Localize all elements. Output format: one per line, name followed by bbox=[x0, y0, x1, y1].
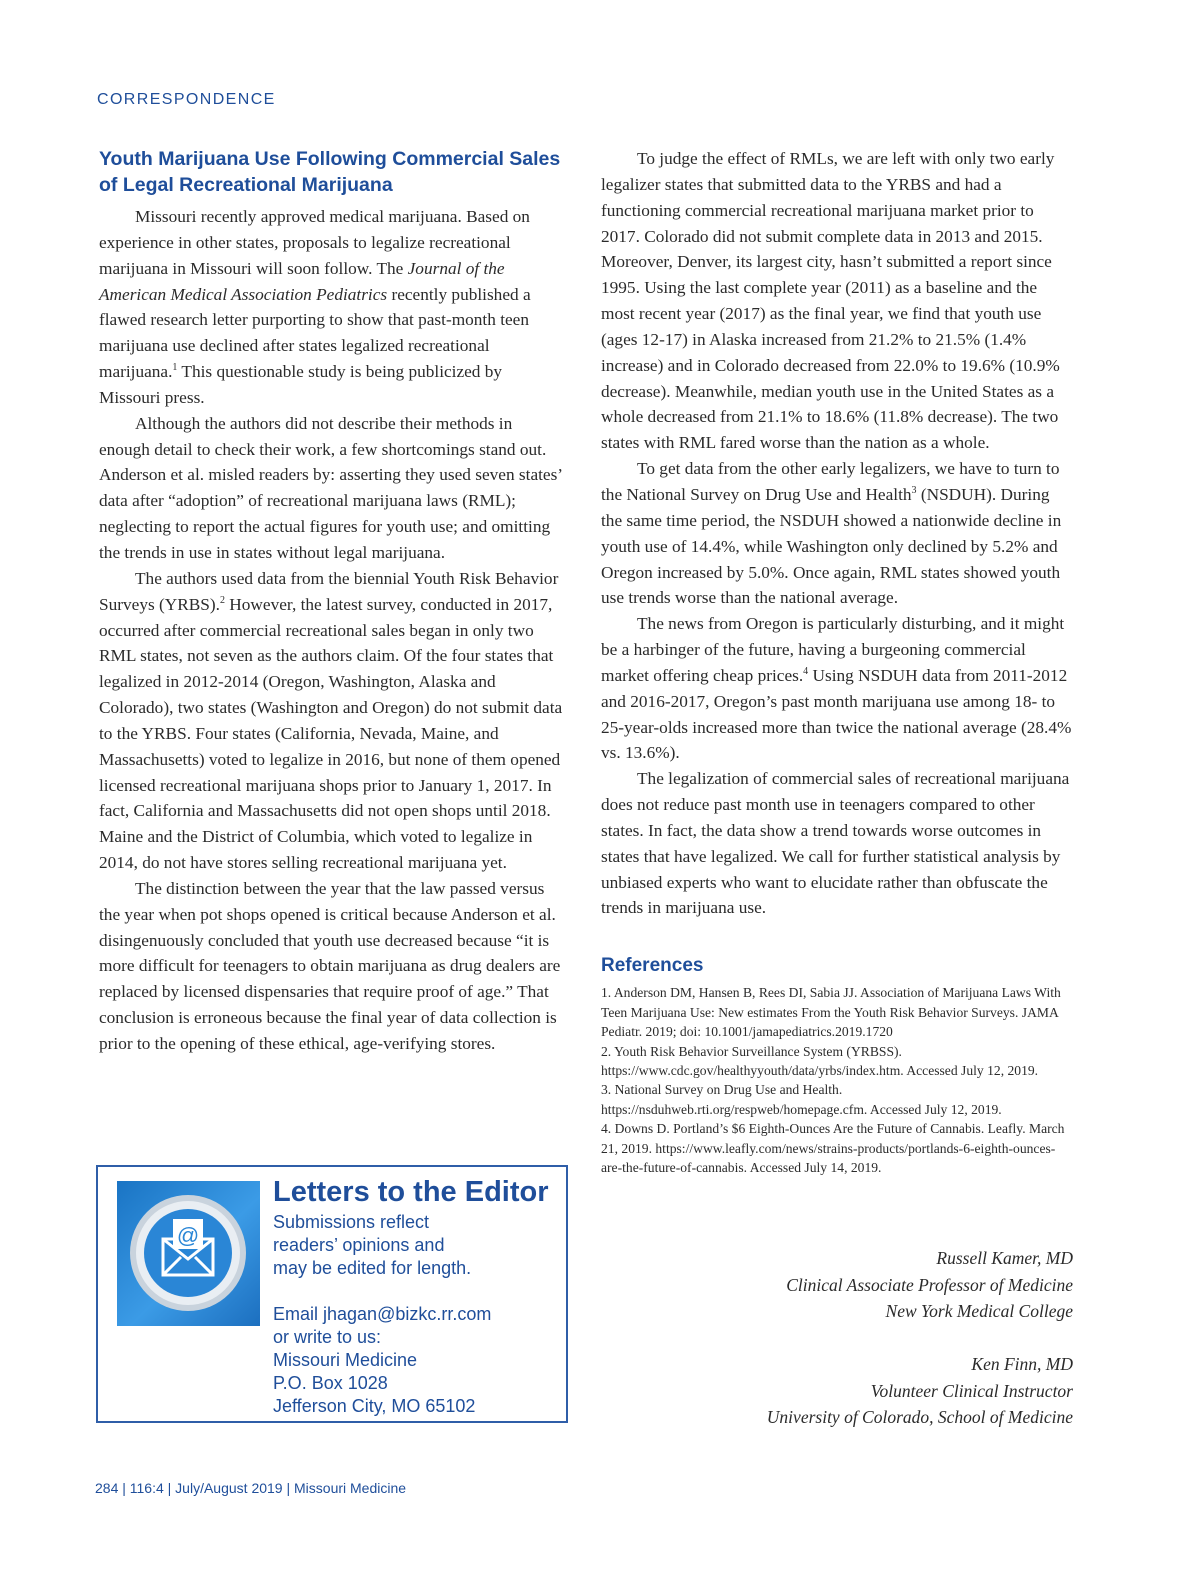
section-label: CORRESPONDENCE bbox=[97, 91, 276, 108]
references-heading: References bbox=[601, 955, 704, 977]
left-column bbox=[99, 146, 567, 1057]
paragraph-2: Although the authors did not describe their methods in enough detail to check their work, a few shortcomings stand out. Anderson et al. misled readers by: asserting they used seven states’ data after “adoption” of recreational marijuana laws (RML); neglecting to report the actual figures for youth use; and omitting the trends in use in states without legal marijuana. bbox=[99, 413, 562, 562]
reference-item: 3. National Survey on Drug Use and Health. https://nsduhweb.rti.org/respweb/homepage.cfm. Accessed July 12, 2019. bbox=[601, 1082, 1002, 1117]
article-title-line2: of Legal Recreational Marijuana bbox=[99, 174, 393, 196]
letters-title: Letters to the Editor bbox=[273, 1176, 549, 1208]
right-column bbox=[601, 146, 1073, 1177]
reference-item: 1. Anderson DM, Hansen B, Rees DI, Sabia JJ. Association of Marijuana Laws With Teen Marijuana Use: New estimates From the Youth Risk Behavior Surveys. JAMA Pediatr. 2019; doi: 10.1001/jamapediatrics.2019.1720 bbox=[601, 985, 1061, 1040]
signature-name: Russell Kamer, MD bbox=[936, 1248, 1073, 1268]
signature-2 bbox=[767, 1351, 1073, 1431]
paragraph-3: The authors used data from the biennial Youth Risk Behavior Surveys (YRBS).$^2$ However, the latest survey, conducted in 2017, occurred after commercial recreational sales began in only two RML states, not seven as the authors claim. Of the four states that legalized in 2012-2014 (Oregon, Washington, Alaska and Colorado), two states (Washington and Oregon) do not submit data to the YRBS. Four states (California, Nevada, Maine, and Massachusetts) voted to legalize in 2016, but none of them opened licensed recreational marijuana shops prior to January 1, 2017. In fact, California and Massachusetts did not open shops until 2018. Maine and the District of Columbia, which voted to legalize in 2014, do not have stores selling recreational marijuana yet. bbox=[99, 568, 563, 873]
letters-address: Missouri Medicine bbox=[273, 1350, 418, 1370]
article-title-line1: Youth Marijuana Use Following Commercial Sales bbox=[99, 148, 561, 170]
email-envelope-icon bbox=[117, 1181, 260, 1326]
signature-institution: University of Colorado, School of Medicine bbox=[766, 1407, 1073, 1427]
letters-to-editor-box bbox=[96, 1165, 568, 1423]
citation-3: 3 bbox=[911, 485, 917, 497]
paragraph-8: The legalization of commercial sales of recreational marijuana does not reduce past month use in teenagers compared to other states. In fact, the data show a trend towards worse outcomes in states that have legalized. We call for further statistical analysis by unbiased experts who want to elucidate rather than obfuscate the trends in marijuana use. bbox=[601, 769, 1070, 918]
letters-line: or write to us: bbox=[273, 1327, 382, 1347]
references-list bbox=[601, 983, 1073, 1177]
paragraph-1: Missouri recently approved medical marijuana. Based on experience in other states, proposals to legalize recreational marijuana in Missouri will soon follow. The Journal of the American Medical Association Pediatrics recently published a flawed research letter purporting to show that past-month teen marijuana use declined after states legalized recreational marijuana.$^1$ This questionable study is being publicized by Missouri press. bbox=[99, 207, 531, 407]
signature-title: Clinical Associate Professor of Medicine bbox=[786, 1274, 1073, 1295]
signature-name: Ken Finn, MD bbox=[971, 1354, 1073, 1374]
letters-line: may be edited for length. bbox=[273, 1258, 472, 1278]
letters-email: Email jhagan@bizkc.rr.com bbox=[273, 1304, 492, 1324]
citation-2: 2 bbox=[219, 594, 225, 606]
paragraph-5: To judge the effect of RMLs, we are left with only two early legalizer states that submitted data to the YRBS and had a functioning commercial recreational marijuana market prior to 2017. Colorado did not submit complete data in 2013 and 2015. Moreover, Denver, its largest city, hasn’t submitted a report since 1995. Using the last complete year (2011) as a baseline and the most recent year (2017) as the final year, we find that youth use (ages 12-17) in Alaska increased from 21.2% to 21.5% (1.4% increase) and in Colorado decreased from 22.0% to 19.6% (10.9% decrease). Meanwhile, median youth use in the United States as a whole decreased from 21.1% to 18.6% (11.8% decrease). The two states with RML fared worse than the nation as a whole. bbox=[601, 149, 1060, 453]
signature-institution: New York Medical College bbox=[885, 1301, 1073, 1321]
letters-text bbox=[273, 1175, 553, 1418]
citation-1: 1 bbox=[172, 362, 178, 374]
signature-1 bbox=[786, 1245, 1073, 1325]
paragraph-4: The distinction between the year that the law passed versus the year when pot shops opened is critical because Anderson et al. disingenuously concluded that youth use decreased because “it is more difficult for teenagers to obtain marijuana as drug dealers are replaced by licensed dispensaries that require proof of age.” That conclusion is erroneous because the final year of data collection is prior to the opening of these ethical, age-verifying stores. bbox=[99, 878, 561, 1053]
letters-line: Submissions reflect bbox=[273, 1212, 430, 1232]
signature-title: Volunteer Clinical Instructor bbox=[870, 1380, 1073, 1401]
letters-address: Jefferson City, MO 65102 bbox=[273, 1396, 476, 1416]
paragraph-6: To get data from the other early legalizers, we have to turn to the National Survey on Drug Use and Health$^3$ (NSDUH). During the same time period, the NSDUH showed a nationwide decline in youth use of 14.4%, while Washington only declined by 5.2% and Oregon increased by 5.0%. Once again, RML states showed youth use trends worse than the national average. bbox=[601, 459, 1062, 608]
reference-item: 2. Youth Risk Behavior Surveillance System (YRBSS). https://www.cdc.gov/healthyyouth/data/yrbs/index.htm. Accessed July 12, 2019. bbox=[601, 1043, 1039, 1078]
journal-name: Journal of the American Medical Association Pediatrics bbox=[99, 258, 505, 304]
citation-4: 4 bbox=[803, 666, 809, 678]
page-footer: 284 | 116:4 | July/August 2019 | Missouri Medicine bbox=[95, 1480, 407, 1496]
svg-text:@: @ bbox=[176, 1223, 200, 1248]
reference-item: 4. Downs D. Portland’s $6 Eighth-Ounces Are the Future of Cannabis. Leafly. March 21, 2019. https://www.leafly.com/news/strains-products/portlands-6-eighth-ounces-are-the-future-of-cannabis. Accessed July 14, 2019. bbox=[601, 1121, 1065, 1175]
letters-line: readers’ opinions and bbox=[273, 1235, 445, 1255]
article-title bbox=[99, 146, 567, 198]
letters-address: P.O. Box 1028 bbox=[273, 1373, 388, 1393]
paragraph-7: The news from Oregon is particularly disturbing, and it might be a harbinger of the future, having a burgeoning commercial market offering cheap prices.$^4$ Using NSDUH data from 2011-2012 and 2016-2017, Oregon’s past month marijuana use among 18- to 25-year-olds increased more than twice the national average (28.4% vs. 13.6%). bbox=[601, 614, 1072, 763]
